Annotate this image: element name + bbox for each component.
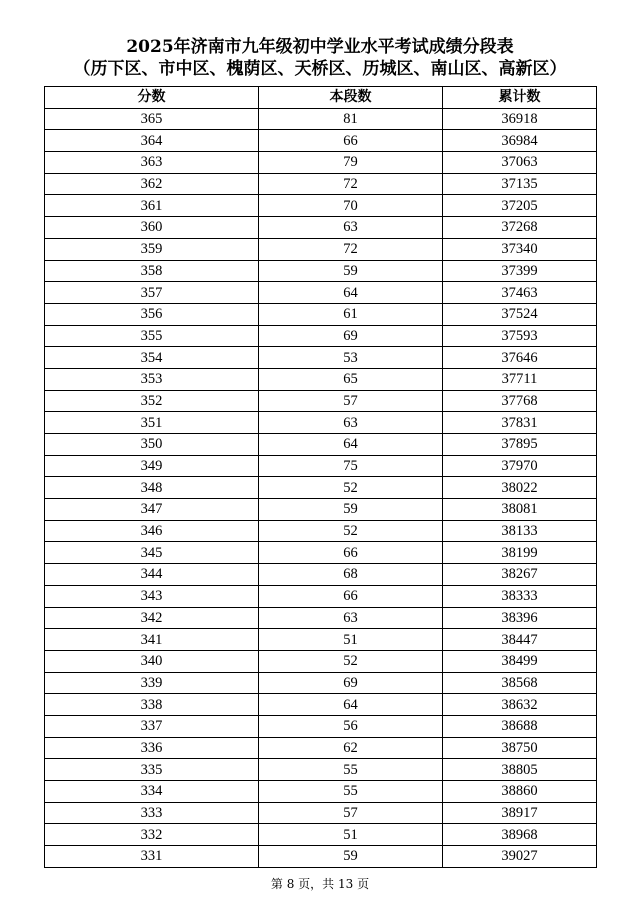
cell-score: 363 — [45, 152, 259, 174]
cell-segment-count: 68 — [259, 564, 443, 586]
cell-cumulative-count: 37399 — [443, 260, 597, 282]
cell-cumulative-count: 38632 — [443, 694, 597, 716]
table-row — [45, 781, 597, 803]
cell-score: 353 — [45, 368, 259, 390]
cell-cumulative-count: 37135 — [443, 173, 597, 195]
cell-cumulative-count: 37970 — [443, 455, 597, 477]
cell-cumulative-count: 38805 — [443, 759, 597, 781]
cell-score: 336 — [45, 737, 259, 759]
cell-segment-count: 52 — [259, 650, 443, 672]
cell-cumulative-count: 38199 — [443, 542, 597, 564]
cell-cumulative-count: 37340 — [443, 238, 597, 260]
table-row — [45, 499, 597, 521]
table-row — [45, 282, 597, 304]
table-row — [45, 412, 597, 434]
cell-segment-count: 63 — [259, 607, 443, 629]
table-row — [45, 390, 597, 412]
cell-score: 365 — [45, 108, 259, 130]
cell-cumulative-count: 37646 — [443, 347, 597, 369]
table-row — [45, 477, 597, 499]
cell-cumulative-count: 37711 — [443, 368, 597, 390]
cell-score: 343 — [45, 585, 259, 607]
cell-score: 333 — [45, 802, 259, 824]
cell-score: 337 — [45, 715, 259, 737]
cell-segment-count: 59 — [259, 260, 443, 282]
table-row — [45, 217, 597, 239]
cell-cumulative-count: 36984 — [443, 130, 597, 152]
cell-score: 341 — [45, 629, 259, 651]
cell-segment-count: 79 — [259, 152, 443, 174]
cell-cumulative-count: 38396 — [443, 607, 597, 629]
cell-score: 345 — [45, 542, 259, 564]
cell-segment-count: 70 — [259, 195, 443, 217]
cell-segment-count: 69 — [259, 325, 443, 347]
cell-cumulative-count: 38022 — [443, 477, 597, 499]
table-row — [45, 824, 597, 846]
cell-score: 347 — [45, 499, 259, 521]
cell-cumulative-count: 37831 — [443, 412, 597, 434]
table-row — [45, 672, 597, 694]
cell-segment-count: 51 — [259, 629, 443, 651]
cell-segment-count: 81 — [259, 108, 443, 130]
cell-segment-count: 59 — [259, 499, 443, 521]
table-row — [45, 325, 597, 347]
table-row — [45, 303, 597, 325]
cell-cumulative-count: 37063 — [443, 152, 597, 174]
cell-segment-count: 66 — [259, 542, 443, 564]
page-footer: 第 8 页，共 13 页 — [270, 877, 370, 891]
cell-segment-count: 55 — [259, 759, 443, 781]
page-title: 2025年济南市九年级初中学业水平考试成绩分段表 — [126, 37, 514, 57]
cell-segment-count: 66 — [259, 130, 443, 152]
cell-segment-count: 66 — [259, 585, 443, 607]
cell-score: 355 — [45, 325, 259, 347]
cell-cumulative-count: 36918 — [443, 108, 597, 130]
cell-cumulative-count: 38447 — [443, 629, 597, 651]
cell-segment-count: 57 — [259, 802, 443, 824]
table-row — [45, 715, 597, 737]
cell-cumulative-count: 37524 — [443, 303, 597, 325]
cell-cumulative-count: 38688 — [443, 715, 597, 737]
header-cumulative-count: 累计数 — [443, 87, 597, 109]
cell-score: 357 — [45, 282, 259, 304]
cell-cumulative-count: 39027 — [443, 846, 597, 868]
table-row — [45, 585, 597, 607]
header-segment-count: 本段数 — [259, 87, 443, 109]
table-row — [45, 650, 597, 672]
cell-score: 354 — [45, 347, 259, 369]
cell-cumulative-count: 38333 — [443, 585, 597, 607]
table-row — [45, 152, 597, 174]
cell-segment-count: 72 — [259, 173, 443, 195]
cell-score: 349 — [45, 455, 259, 477]
table-row — [45, 520, 597, 542]
cell-segment-count: 63 — [259, 217, 443, 239]
table-row — [45, 455, 597, 477]
table-row — [45, 802, 597, 824]
cell-segment-count: 57 — [259, 390, 443, 412]
cell-segment-count: 55 — [259, 781, 443, 803]
cell-segment-count: 52 — [259, 520, 443, 542]
cell-cumulative-count: 37268 — [443, 217, 597, 239]
cell-score: 356 — [45, 303, 259, 325]
table-row — [45, 173, 597, 195]
cell-cumulative-count: 38081 — [443, 499, 597, 521]
cell-score: 342 — [45, 607, 259, 629]
cell-segment-count: 65 — [259, 368, 443, 390]
cell-segment-count: 75 — [259, 455, 443, 477]
cell-segment-count: 62 — [259, 737, 443, 759]
cell-segment-count: 56 — [259, 715, 443, 737]
cell-cumulative-count: 37463 — [443, 282, 597, 304]
cell-score: 334 — [45, 781, 259, 803]
cell-score: 344 — [45, 564, 259, 586]
cell-score: 360 — [45, 217, 259, 239]
cell-cumulative-count: 38917 — [443, 802, 597, 824]
table-row — [45, 607, 597, 629]
cell-score: 364 — [45, 130, 259, 152]
cell-cumulative-count: 38750 — [443, 737, 597, 759]
cell-score: 352 — [45, 390, 259, 412]
table-row — [45, 195, 597, 217]
table-row — [45, 564, 597, 586]
table-row — [45, 238, 597, 260]
cell-score: 338 — [45, 694, 259, 716]
table-row — [45, 629, 597, 651]
cell-segment-count: 64 — [259, 282, 443, 304]
cell-segment-count: 63 — [259, 412, 443, 434]
cell-segment-count: 51 — [259, 824, 443, 846]
table-row — [45, 542, 597, 564]
cell-cumulative-count: 37895 — [443, 434, 597, 456]
cell-score: 332 — [45, 824, 259, 846]
page-subtitle: （历下区、市中区、槐荫区、天桥区、历城区、南山区、高新区） — [73, 59, 567, 79]
cell-cumulative-count: 37205 — [443, 195, 597, 217]
cell-score: 358 — [45, 260, 259, 282]
cell-segment-count: 52 — [259, 477, 443, 499]
cell-segment-count: 64 — [259, 694, 443, 716]
table-row — [45, 347, 597, 369]
cell-segment-count: 64 — [259, 434, 443, 456]
table-row — [45, 759, 597, 781]
table-row — [45, 368, 597, 390]
cell-segment-count: 69 — [259, 672, 443, 694]
cell-score: 351 — [45, 412, 259, 434]
cell-score: 339 — [45, 672, 259, 694]
cell-segment-count: 53 — [259, 347, 443, 369]
header-score: 分数 — [45, 87, 259, 109]
cell-cumulative-count: 38968 — [443, 824, 597, 846]
cell-cumulative-count: 38133 — [443, 520, 597, 542]
score-table — [44, 86, 597, 868]
table-row — [45, 694, 597, 716]
table-row — [45, 108, 597, 130]
cell-cumulative-count: 38568 — [443, 672, 597, 694]
cell-segment-count: 59 — [259, 846, 443, 868]
cell-cumulative-count: 38267 — [443, 564, 597, 586]
cell-score: 359 — [45, 238, 259, 260]
table-row — [45, 737, 597, 759]
table-header-row — [45, 87, 597, 109]
table-row — [45, 434, 597, 456]
cell-score: 331 — [45, 846, 259, 868]
table-row — [45, 130, 597, 152]
cell-score: 362 — [45, 173, 259, 195]
cell-cumulative-count: 38860 — [443, 781, 597, 803]
cell-segment-count: 72 — [259, 238, 443, 260]
cell-cumulative-count: 38499 — [443, 650, 597, 672]
cell-cumulative-count: 37593 — [443, 325, 597, 347]
table-row — [45, 846, 597, 868]
cell-score: 348 — [45, 477, 259, 499]
cell-cumulative-count: 37768 — [443, 390, 597, 412]
cell-score: 361 — [45, 195, 259, 217]
table-body — [45, 108, 597, 867]
cell-score: 346 — [45, 520, 259, 542]
cell-score: 340 — [45, 650, 259, 672]
cell-score: 335 — [45, 759, 259, 781]
cell-segment-count: 61 — [259, 303, 443, 325]
cell-score: 350 — [45, 434, 259, 456]
table-row — [45, 260, 597, 282]
